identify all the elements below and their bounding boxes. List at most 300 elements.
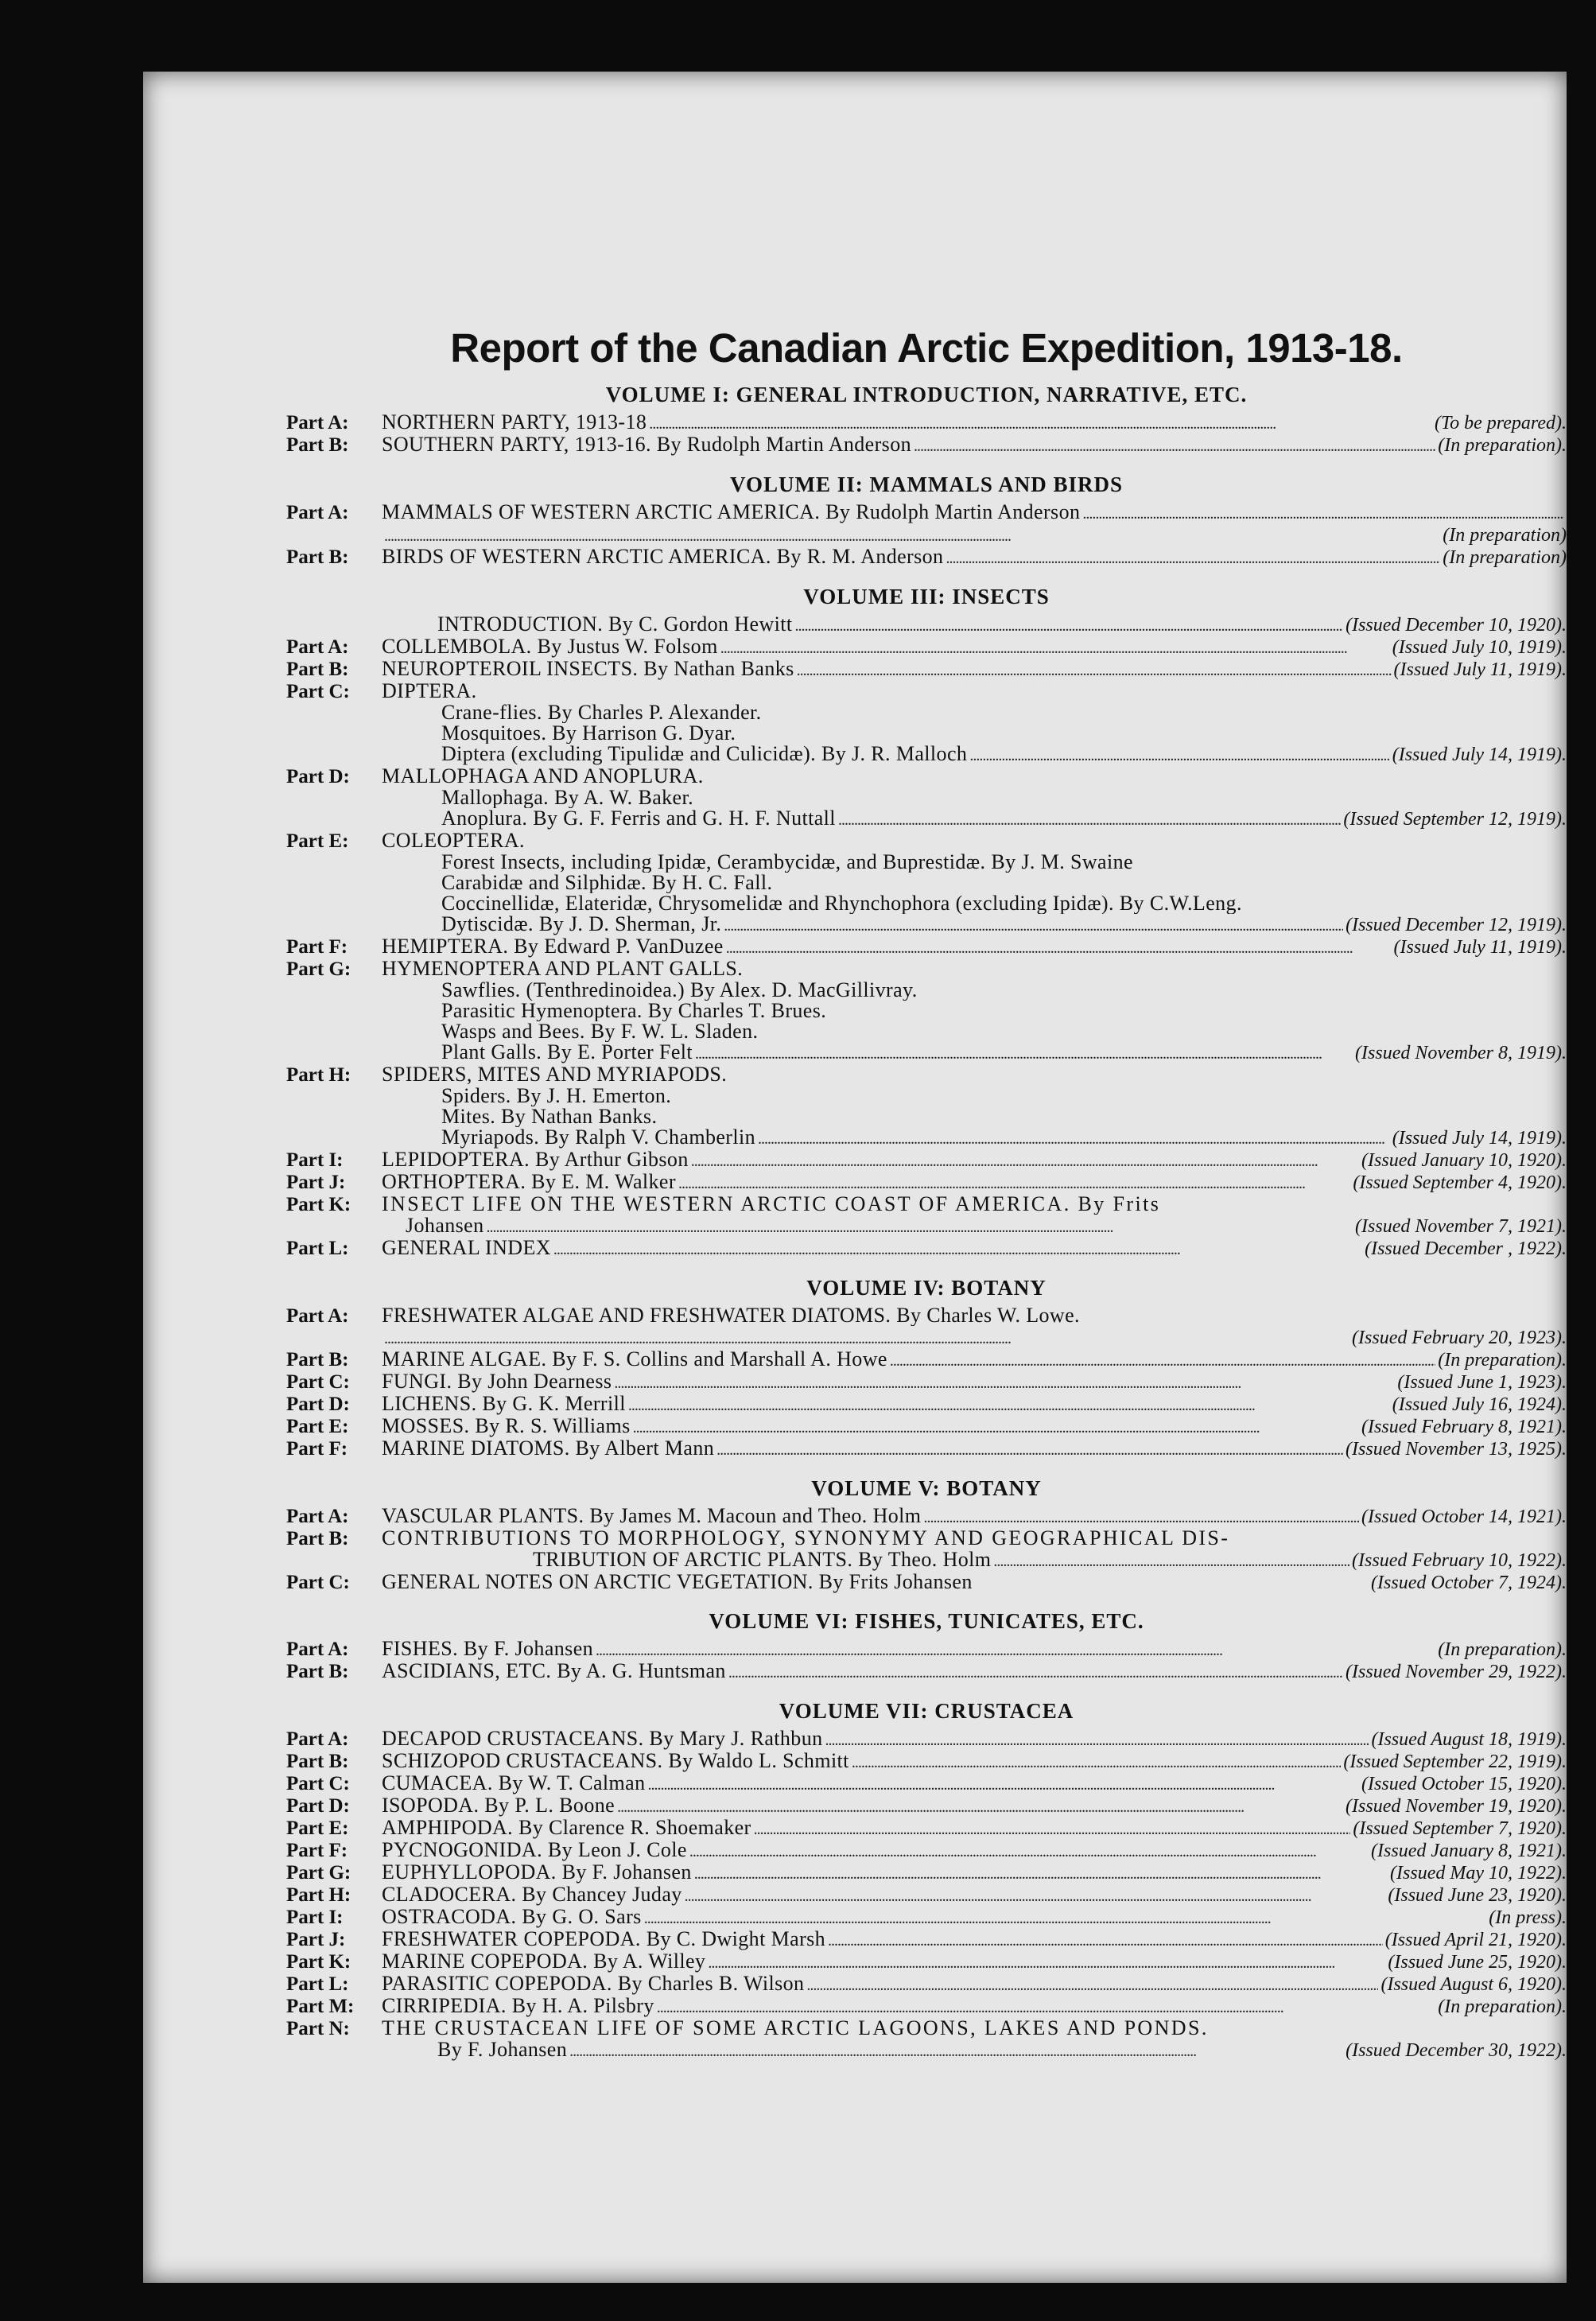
entry-body [382,787,1567,808]
entry-title: FUNGI. By John Dearness [382,1371,612,1393]
entry-title: NORTHERN PARTY, 1913-18 [382,412,647,433]
report-title: Report of the Canadian Arctic Expedition, 1913-18. [450,325,1403,371]
entry-title: ISOPODA. By P. L. Boone [382,1795,615,1817]
part-label: Part A: [286,1305,349,1327]
entry-body [382,1773,1567,1795]
entry-title: ASCIDIANS, ETC. By A. G. Huntsman [382,1661,726,1682]
entry-title: CLADOCERA. By Chancey Juday [382,1884,682,1906]
issue-status: (In preparation). [1438,1639,1567,1660]
list-item [286,852,1567,873]
list-item [286,1371,1567,1394]
entry-title: Diptera (excluding Tipulidæ and Culicidæ). By J. R. Malloch [441,744,968,765]
list-item [286,2018,1567,2039]
entry-title: PYCNOGONIDA. By Leon J. Cole [382,1840,687,1861]
list-item [286,1862,1567,1884]
entry-body [382,1349,1567,1371]
issue-status: (In preparation). [1438,1350,1567,1370]
issue-status: (Issued October 7, 1924). [1371,1573,1567,1593]
list-item [286,958,1567,980]
dot-leader [694,1862,1388,1884]
part-label: Part K: [286,1951,351,1973]
list-item [286,1661,1567,1683]
entry-body [382,1394,1567,1416]
entry-body [382,546,1567,569]
part-label: Part H: [286,1884,351,1906]
entry-title: Dytiscidæ. By J. D. Sherman, Jr. [441,914,722,935]
part-label: Part I: [286,1149,344,1171]
entry-body [382,434,1567,457]
issue-status: (Issued September 4, 1920). [1353,1172,1567,1193]
dot-leader [969,744,1389,766]
entry-body [382,958,1567,979]
part-label: Part D: [286,766,350,787]
entry-title: EUPHYLLOPODA. By F. Johansen [382,1862,692,1884]
list-item [286,1394,1567,1416]
entry-title: OSTRACODA. By G. O. Sars [382,1907,642,1928]
entry-body [382,1751,1567,1773]
dot-leader [754,1818,1351,1840]
part-label: Part A: [286,1639,349,1660]
entry-body [382,1305,1567,1326]
issue-status: (In press). [1489,1907,1567,1928]
dot-leader [487,1215,1353,1238]
list-item [286,681,1567,702]
entry-body [382,744,1567,766]
part-label: Part A: [286,412,349,433]
entry-body [382,1506,1567,1528]
entry-title: COLEOPTERA. [382,830,525,851]
list-item [286,502,1567,524]
entry-title: Parasitic Hymenoptera. By Charles T. Brues. [441,1001,827,1021]
issue-status: (Issued January 8, 1921). [1371,1841,1567,1861]
entry-title: Carabidæ and Silphidæ. By H. C. Fall. [441,873,773,893]
entry-body [382,914,1567,936]
entry-title: INTRODUCTION. By C. Gordon Hewitt [437,614,793,636]
issue-status: (Issued November 19, 1920). [1346,1796,1567,1817]
entry-body [382,1572,1567,1593]
entry-body [382,1528,1567,1549]
entry-title: LEPIDOPTERA. By Arthur Gibson [382,1149,689,1171]
dot-leader [825,1728,1369,1751]
list-item [286,2039,1567,2062]
dot-leader [724,914,1343,936]
entry-body [382,1149,1567,1172]
dot-leader [649,412,1432,434]
list-item [286,1149,1567,1172]
dot-leader [828,1929,1383,1951]
entry-title: SCHIZOPOD CRUSTACEANS. By Waldo L. Schmitt [382,1751,849,1772]
entry-title: Mosquitoes. By Harrison G. Dyar. [441,723,736,744]
list-item [286,1305,1567,1327]
volume-heading: VOLUME I: GENERAL INTRODUCTION, NARRATIVE, ETC. [605,383,1248,406]
list-item [286,744,1567,766]
list-item [286,1001,1567,1021]
entry-title: FRESHWATER ALGAE AND FRESHWATER DIATOMS. By Charles W. Lowe. [382,1305,1080,1326]
entry-title: GENERAL INDEX [382,1238,551,1259]
issue-status: (Issued June 25, 1920). [1388,1952,1567,1973]
issue-status: (Issued July 10, 1919). [1392,637,1567,658]
part-label: Part J: [286,1929,346,1950]
list-item [286,1840,1567,1862]
volume-heading: VOLUME III: INSECTS [803,585,1050,608]
list-item [286,873,1567,893]
part-label: Part B: [286,1528,349,1549]
list-item [286,614,1567,636]
list-item [286,1884,1567,1907]
part-label: Part A: [286,1728,349,1750]
list-item [286,1238,1567,1260]
dot-leader [384,1327,1349,1349]
entry-title: THE CRUSTACEAN LIFE OF SOME ARCTIC LAGOONS, LAKES AND PONDS. [382,2018,1209,2039]
entry-body [382,936,1567,958]
entry-body [382,808,1567,830]
issue-status: (Issued November 8, 1919). [1355,1043,1567,1063]
issue-status: (Issued October 14, 1921). [1361,1507,1567,1527]
issue-status: (Issued July 11, 1919). [1393,659,1567,680]
dot-leader [553,1238,1362,1260]
entry-body [382,1818,1567,1840]
entry-body [382,524,1567,546]
list-item [286,702,1567,723]
list-item [286,936,1567,958]
list-item [286,893,1567,914]
entry-body [382,1661,1567,1683]
list-item [286,1327,1567,1349]
issue-status: (Issued December , 1922). [1365,1238,1567,1259]
entry-title: Johansen [406,1215,484,1237]
entry-body [382,636,1567,659]
list-item [286,524,1567,546]
part-label: Part L: [286,1973,349,1995]
issue-status: (Issued December 30, 1922). [1346,2040,1567,2061]
volume-heading: VOLUME V: BOTANY [811,1476,1042,1500]
list-item [286,1349,1567,1371]
entry-body [382,1194,1567,1215]
entry-title: Wasps and Bees. By F. W. L. Sladen. [441,1021,759,1042]
list-item [286,659,1567,681]
entry-body [382,1327,1567,1349]
part-label: Part E: [286,830,349,852]
dot-leader [644,1907,1487,1929]
issue-status: (In preparation) [1443,547,1567,568]
entry-body [382,1001,1567,1021]
entry-body [382,1438,1567,1460]
issue-status: (Issued December 10, 1920). [1346,615,1567,636]
issue-status: (Issued February 10, 1922). [1352,1550,1567,1571]
dot-leader [1082,502,1564,524]
dot-leader [628,1394,1390,1416]
part-label: Part A: [286,636,349,658]
list-item [286,1042,1567,1064]
entry-body [382,1549,1567,1572]
list-item [286,1773,1567,1795]
part-label: Part M: [286,1996,355,2017]
dot-leader [838,808,1341,830]
entry-body [382,1951,1567,1973]
entry-body [382,1416,1567,1438]
entry-title: HYMENOPTERA AND PLANT GALLS. [382,958,744,979]
issue-status: (Issued November 7, 1921). [1355,1216,1567,1237]
entry-body [382,1042,1567,1064]
document-page [143,72,1567,2283]
entry-title: Spiders. By J. H. Emerton. [441,1086,672,1106]
part-label: Part F: [286,936,348,958]
list-item [286,1639,1567,1661]
part-label: Part D: [286,1795,350,1817]
entry-title: ORTHOPTERA. By E. M. Walker [382,1172,676,1193]
part-label: Part F: [286,1840,348,1861]
part-label: Part C: [286,1572,350,1593]
entry-body [382,2039,1567,2062]
entry-title: COLLEMBOLA. By Justus W. Folsom [382,636,718,658]
list-item [286,1795,1567,1818]
entry-title: PARASITIC COPEPODA. By Charles B. Wilson [382,1973,805,1995]
entry-title: Mallophaga. By A. W. Baker. [441,787,693,808]
entry-title: Forest Insects, including Ipidæ, Cerambycidæ, and Buprestidæ. By J. M. Swaine [441,852,1133,873]
dot-leader [726,936,1392,958]
dot-leader [614,1371,1395,1394]
part-label: Part B: [286,1349,349,1370]
list-item [286,914,1567,936]
entry-title: AMPHIPODA. By Clarence R. Shoemaker [382,1818,751,1839]
list-item [286,766,1567,787]
dot-leader [890,1349,1435,1371]
part-label: Part C: [286,1773,350,1794]
issue-status: (Issued June 1, 1923). [1397,1372,1567,1393]
entry-title: Crane-flies. By Charles P. Alexander. [441,702,762,723]
dot-leader [384,524,1440,546]
entry-title: MAMMALS OF WESTERN ARCTIC AMERICA. By Rudolph Martin Anderson [382,502,1081,523]
entry-body [382,1172,1567,1194]
document-content [286,325,1567,2062]
entry-body [382,1086,1567,1106]
entry-title: LICHENS. By G. K. Merrill [382,1394,626,1415]
list-item [286,1572,1567,1593]
entry-title: FISHES. By F. Johansen [382,1639,594,1660]
list-item [286,412,1567,434]
entry-title: VASCULAR PLANTS. By James M. Macoun and Theo. Holm [382,1506,922,1527]
list-item [286,1751,1567,1773]
list-item [286,787,1567,808]
issue-status: (Issued December 12, 1919). [1346,915,1567,935]
dot-leader [569,2039,1343,2062]
dot-leader [648,1773,1360,1795]
entry-title: DECAPOD CRUSTACEANS. By Mary J. Rathbun [382,1728,823,1750]
entry-body [382,1238,1567,1260]
entry-title: MARINE DIATOMS. By Albert Mann [382,1438,715,1460]
list-item [286,1215,1567,1238]
list-item [286,1951,1567,1973]
entry-body [382,2018,1567,2039]
list-item [286,636,1567,659]
part-label: Part E: [286,1416,349,1437]
list-item [286,1127,1567,1149]
dot-leader [923,1506,1359,1528]
entry-body [382,1021,1567,1042]
entry-body [382,1127,1567,1149]
part-label: Part A: [286,1506,349,1527]
part-label: Part C: [286,681,350,702]
part-label: Part B: [286,1751,349,1772]
list-item [286,1021,1567,1042]
entry-title: Mites. By Nathan Banks. [441,1106,658,1127]
list-item [286,1973,1567,1996]
part-label: Part B: [286,546,349,568]
part-label: Part L: [286,1238,349,1259]
volume-list [286,383,1567,2062]
part-label: Part B: [286,659,349,680]
part-label: Part G: [286,958,351,980]
issue-status: (To be prepared). [1435,413,1567,433]
part-label: Part B: [286,434,349,456]
issue-status: (In preparation). [1438,435,1567,456]
dot-leader [678,1172,1350,1194]
list-item [286,1416,1567,1438]
issue-status: (Issued February 8, 1921). [1361,1417,1567,1437]
part-label: Part F: [286,1438,348,1460]
part-label: Part C: [286,1371,350,1393]
entry-body [382,681,1567,702]
issue-status: (Issued February 20, 1923). [1352,1328,1567,1348]
entry-body [382,723,1567,744]
issue-status: (Issued January 10, 1920). [1361,1150,1567,1171]
issue-status: (Issued August 6, 1920). [1380,1974,1567,1995]
part-label: Part J: [286,1172,346,1193]
entry-body [382,1907,1567,1929]
entry-body [382,830,1567,851]
entry-title: DIPTERA. [382,681,477,702]
issue-status: (Issued October 15, 1920). [1361,1774,1567,1794]
volume-heading: VOLUME VII: CRUSTACEA [779,1699,1074,1723]
entry-body [382,1064,1567,1085]
part-label: Part K: [286,1194,351,1215]
issue-status: (Issued September 22, 1919). [1343,1751,1567,1772]
list-item [286,1194,1567,1215]
entry-body [382,1106,1567,1127]
entry-title: FRESHWATER COPEPODA. By C. Dwight Marsh [382,1929,826,1950]
issue-status: (Issued June 23, 1920). [1388,1885,1567,1906]
entry-title: MARINE COPEPODA. By A. Willey [382,1951,706,1973]
dot-leader [596,1639,1435,1661]
dot-leader [708,1951,1385,1973]
dot-leader [617,1795,1343,1818]
entry-title: CIRRIPEDIA. By H. A. Pilsbry [382,1996,654,2017]
entry-title: HEMIPTERA. By Edward P. VanDuzee [382,936,724,958]
entry-title: Myriapods. By Ralph V. Chamberlin [441,1127,756,1149]
entry-body [382,852,1567,873]
entry-body [382,980,1567,1001]
list-item [286,1438,1567,1460]
part-label: Part A: [286,502,349,523]
issue-status: (Issued July 14, 1919). [1392,1128,1567,1149]
list-item [286,1528,1567,1549]
list-item [286,1549,1567,1572]
entry-title: Plant Galls. By E. Porter Felt [441,1042,693,1063]
part-label: Part N: [286,2018,350,2039]
issue-status: (Issued August 18, 1919). [1371,1729,1567,1750]
entry-body [382,1371,1567,1394]
part-label: Part I: [286,1907,344,1928]
entry-body [382,702,1567,723]
entry-title: INSECT LIFE ON THE WESTERN ARCTIC COAST OF AMERICA. By Frits [382,1194,1161,1215]
volume-heading: VOLUME VI: FISHES, TUNICATES, ETC. [709,1609,1144,1633]
entry-title: MOSSES. By R. S. Williams [382,1416,631,1437]
list-item [286,1929,1567,1951]
issue-status: (Issued May 10, 1922). [1390,1863,1567,1884]
list-item [286,1172,1567,1194]
entry-title: Sawflies. (Tenthredinoidea.) By Alex. D. MacGillivray. [441,980,918,1001]
dot-leader [695,1042,1353,1064]
issue-status: (Issued September 12, 1919). [1343,809,1567,830]
entry-body [382,1862,1567,1884]
dot-leader [806,1973,1378,1996]
entry-body [382,1929,1567,1951]
entry-body [382,412,1567,434]
dot-leader [797,659,1392,681]
entry-body [382,1639,1567,1661]
entry-body [382,1996,1567,2018]
part-label: Part E: [286,1818,349,1839]
entry-body [382,873,1567,893]
list-item [286,1064,1567,1086]
entry-body [382,1973,1567,1996]
entry-title: CUMACEA. By W. T. Calman [382,1773,646,1794]
issue-status: (Issued July 14, 1919). [1392,745,1567,765]
entry-body [382,1840,1567,1862]
volume-heading: VOLUME II: MAMMALS AND BIRDS [730,472,1123,496]
dot-leader [689,1840,1369,1862]
list-item [286,1996,1567,2018]
entry-body [382,1215,1567,1238]
issue-status: (In preparation) [1443,525,1567,546]
list-item [286,1907,1567,1929]
dot-leader [720,636,1390,659]
entry-title: Anoplura. By G. F. Ferris and G. H. F. Nuttall [441,808,836,830]
issue-status: (In preparation). [1438,1996,1567,2017]
entry-body [382,614,1567,636]
dot-leader [691,1149,1359,1172]
dot-leader [758,1127,1390,1149]
dot-leader [716,1438,1343,1460]
issue-status: (Issued July 11, 1919). [1393,937,1567,958]
entry-body [382,659,1567,681]
entry-body [382,766,1567,787]
entry-body [382,1795,1567,1818]
issue-status: (Issued July 16, 1924). [1392,1394,1567,1415]
entry-body [382,1728,1567,1751]
dot-leader [852,1751,1342,1773]
volume-heading: VOLUME IV: BOTANY [806,1276,1047,1300]
part-label: Part D: [286,1394,350,1415]
issue-status: (Issued November 29, 1922). [1346,1662,1567,1682]
list-item [286,1086,1567,1106]
entry-title: SOUTHERN PARTY, 1913-16. By Rudolph Martin Anderson [382,434,911,456]
entry-title: TRIBUTION OF ARCTIC PLANTS. By Theo. Holm [533,1549,992,1571]
entry-title: CONTRIBUTIONS TO MORPHOLOGY, SYNONYMY AND GEOGRAPHICAL DIS- [382,1528,1230,1549]
entry-title: Coccinellidæ, Elateridæ, Chrysomelidæ and Rhynchophora (excluding Ipidæ). By C.W.Leng. [441,893,1242,914]
list-item [286,1106,1567,1127]
list-item [286,434,1567,457]
dot-leader [657,1996,1435,2018]
list-item [286,1818,1567,1840]
entry-body [382,502,1567,524]
entry-title: MALLOPHAGA AND ANOPLURA. [382,766,704,787]
entry-title: By F. Johansen [437,2039,568,2061]
dot-leader [633,1416,1359,1438]
list-item [286,980,1567,1001]
entry-title: BIRDS OF WESTERN ARCTIC AMERICA. By R. M. Anderson [382,546,944,568]
dot-leader [993,1549,1349,1572]
